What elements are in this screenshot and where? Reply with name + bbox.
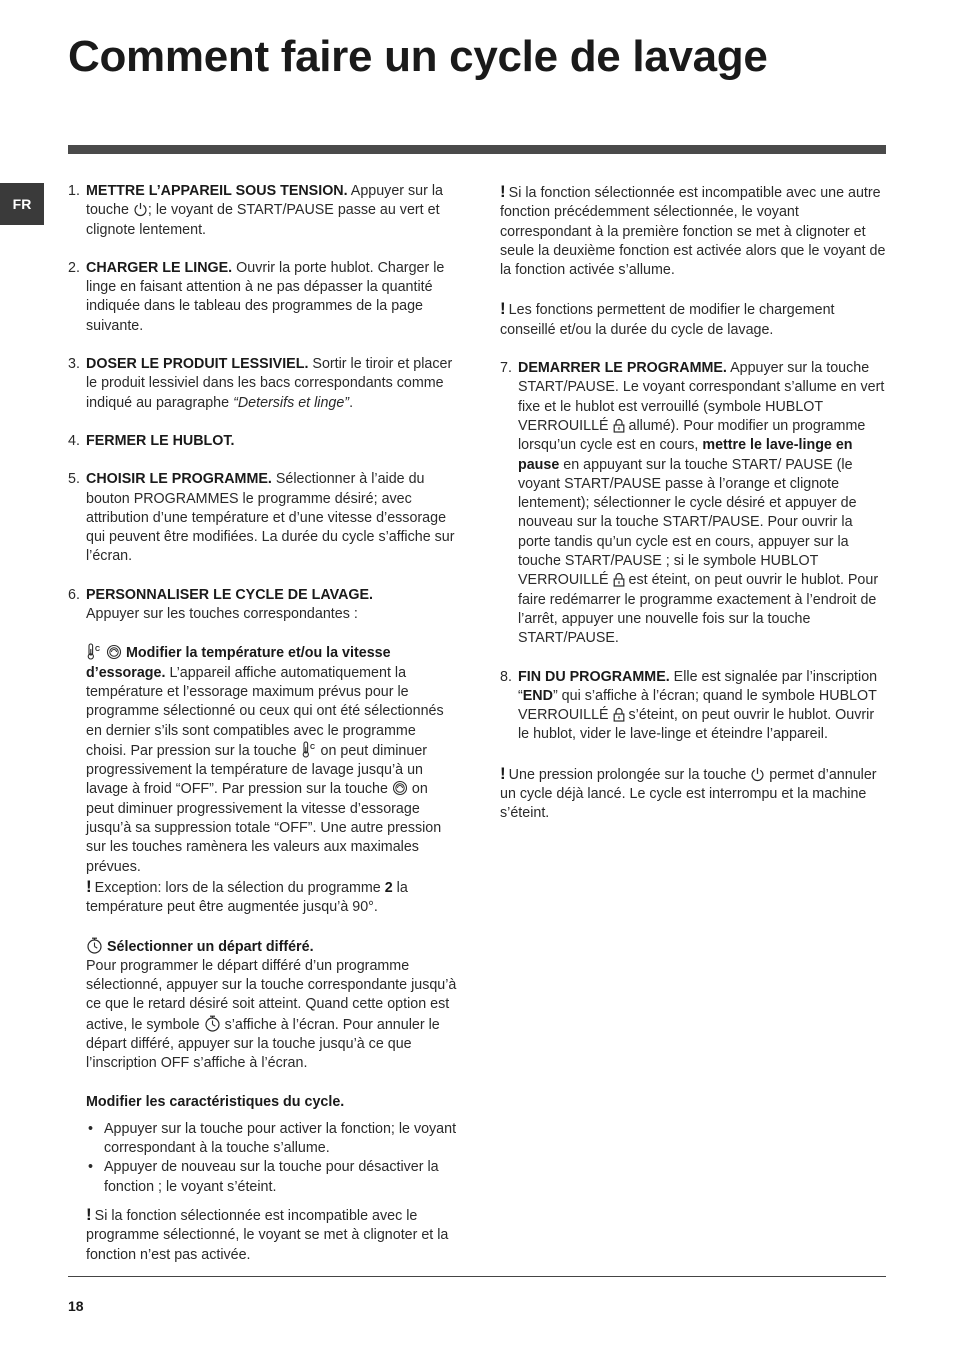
step-7 [500,359,888,648]
right-column [500,182,888,843]
step-title: FERMER LE HUBLOT. [86,432,235,449]
incompatible-function-note [500,182,888,280]
step-title: DEMARRER LE PROGRAMME. [518,360,727,377]
lock-icon [613,707,625,722]
display-word: END [522,687,553,704]
power-icon [133,202,148,217]
step-title: CHOISIR LE PROGRAMME. [86,471,272,488]
spin-icon [106,644,122,660]
step-number: 4. [68,432,80,449]
page-title: Comment faire un cycle de lavage [68,32,768,81]
step-number: 1. [68,183,80,199]
section-text: s’affiche à l’écran. Pour annuler le départ différé, appuyer sur la touche jusqu’à ce que l’inscription OFF s’affiche à l’écran. [86,1016,440,1072]
step-6 [68,586,458,625]
lock-icon [613,572,625,587]
step-number: 3. [68,356,80,373]
delay-timer-icon [204,1015,221,1032]
step-text: Ouvrir la porte hublot. Charger le linge en faisant attention à ne pas dépasser la quantité indiquée dans le tableau des programmes de la page suivante. [86,259,445,334]
note-text: Une pression prolongée sur la touche [508,766,751,783]
note-text: Si la fonction sélectionnée est incompatible avec une autre fonction précédemment sélectionnée, le voyant correspondant à la première fonction se met à clignoter et seule la deuxième fonction est activée alors que le voyant de la fonction activée s’allume. [500,185,886,279]
list-item: • Appuyer de nouveau sur la touche pour désactiver la fonction ; le voyant s’éteint. [86,1158,458,1197]
step-number: 8. [500,668,512,685]
warning-mark: ! [500,299,506,319]
list-item: • Appuyer sur la touche pour activer la fonction; le voyant correspondant à la touche s’allume. [86,1120,458,1159]
thermometer-icon [86,643,102,660]
warning-mark: ! [86,876,92,896]
warning-mark: ! [500,182,506,201]
step-8 [500,668,888,745]
step-5 [68,470,458,566]
step-title: FIN DU PROGRAMME. [518,668,670,685]
step-1 [68,182,458,240]
step-title: CHARGER LE LINGE. [86,259,233,276]
step-text: ” qui s’affiche à l’écran; quand le symbole HUBLOT VERROUILLÉ [518,687,877,724]
section-text: on peut diminuer progressivement la température de lavage jusqu’à un lavage à froid “OFF”. Par pression sur la touche [86,742,428,798]
note-text: Si la fonction sélectionnée est incompatible avec le programme sélectionné, le voyant se met à clignoter et la fonction n’est pas activée. [86,1208,449,1263]
step-text: . [349,394,354,411]
step-title: DOSER LE PRODUIT LESSIVIEL. [86,356,309,373]
step-number: 2. [68,259,80,276]
modify-cycle-list [86,1120,458,1197]
incompatible-program-note [86,1205,458,1265]
left-column [68,182,458,1265]
functions-note [500,299,888,340]
step-text: en appuyant sur la touche START/ PAUSE (le voyant START/PAUSE passe à l’orange et clignote lentement); sélectionner le cycle désiré et appuyer de nouveau sur la touche START/PAUSE. Pour ouvrir la porte tandis qu’un cycle est en cours, appuyer sur la touche START/PAUSE ; si le symbole HUBLOT VERROUILLÉ [518,456,857,589]
program-number: 2 [384,879,393,896]
step-number: 5. [68,471,80,488]
section-heading: Modifier les caractéristiques du cycle. [86,1093,345,1110]
reference-link-text: “Detersifs et linge” [233,394,350,411]
note-text: permet d’annuler un cycle déjà lancé. Le cycle est interrompu et la machine s’éteint. [500,766,877,822]
step-3 [68,355,458,413]
modify-cycle-section [86,1093,458,1112]
note-text: Les fonctions permettent de modifier le chargement conseillé et/ou la durée du cycle de lavage. [500,302,835,338]
section-heading: Sélectionner un départ différé. [106,938,314,955]
step-text: est éteint, on peut ouvrir le hublot. Pour faire redémarrer le programme exactement à l’endroit de l’arrêt, appuyer une nouvelle fois sur la touche START/PAUSE. [518,572,879,647]
step-text: Sélectionner à l’aide du bouton PROGRAMMES le programme désiré; avec attribution d’une température et d’une vitesse d’essorage qui peuvent être modifiées. La durée du cycle s’affiche sur l’écran. [86,471,455,565]
celsius-glyph: C [309,743,315,751]
step-text: allumé). Pour modifier un programme lorsqu’un cycle est en cours, [518,417,866,454]
step-emphasis: mettre le lave-linge en pause [518,437,853,473]
power-icon [750,767,765,782]
delay-timer-icon [86,937,103,954]
step-4 [68,432,458,451]
section-text: Pour programmer le départ différé d’un programme sélectionné, appuyer sur la touche correspondante jusqu’à ce que le retard désiré soit atteint. Quand cette option est active, le symbole [86,957,457,1033]
long-press-note [500,764,888,824]
section-text: on peut diminuer progressivement la vitesse d’essorage jusqu’à sa suppression totale “OFF”. Une autre pression sur les touches ramènera les valeurs aux maximales prévues. [86,781,442,875]
thermometer-icon [301,741,317,758]
step-number: 6. [68,586,80,603]
lock-icon [613,418,625,433]
step-title: PERSONNALISER LE CYCLE DE LAVAGE. [86,586,374,603]
step-title: METTRE L’APPAREIL SOUS TENSION. [86,183,348,199]
section-text: Exception: lors de la sélection du programme [94,879,385,896]
section-text: L’appareil affiche automatiquement la température et l’essorage maximum prévus pour le programme sélectionné ou ceux qui ont été sélectionnés en dernier s’ils sont compatibles avec le programme choisi. Par pression sur la touche [86,664,444,759]
title-divider [68,145,886,154]
delay-start-section [86,937,458,1074]
step-text: Elle est signalée par l’inscription “ [518,668,878,704]
step-2 [68,259,458,336]
temperature-spin-section [86,643,458,917]
step-text: Appuyer sur les touches correspondantes : [86,606,358,623]
footer-divider [68,1276,886,1277]
section-heading: Modifier la température et/ou la vitesse d’essorage. [86,645,391,681]
section-text: la température peut être augmentée jusqu’à 90°. [86,879,408,916]
step-number: 7. [500,360,512,377]
step-text: Appuyer sur la touche [86,183,443,219]
step-text: s’éteint, on peut ouvrir le hublot. Ouvrir le hublot, vider le lave-linge et éteindre l’appareil. [518,707,875,743]
warning-mark: ! [500,763,506,783]
celsius-glyph: C [95,646,101,654]
step-text: Sortir le tiroir et placer le produit lessiviel dans les bacs correspondants comme indiqué au paragraphe [86,356,453,411]
spin-icon [392,780,408,796]
page-number: 18 [68,1298,84,1314]
warning-mark: ! [86,1205,92,1225]
step-text: Appuyer sur la touche START/PAUSE. Le voyant correspondant s’allume en vert fixe et le hublot est verrouillé (symbole HUBLOT VERROUILLÉ [518,360,885,434]
language-tab: FR [0,183,44,225]
step-text: ; le voyant de START/PAUSE passe au vert et clignote lentement. [86,202,440,238]
